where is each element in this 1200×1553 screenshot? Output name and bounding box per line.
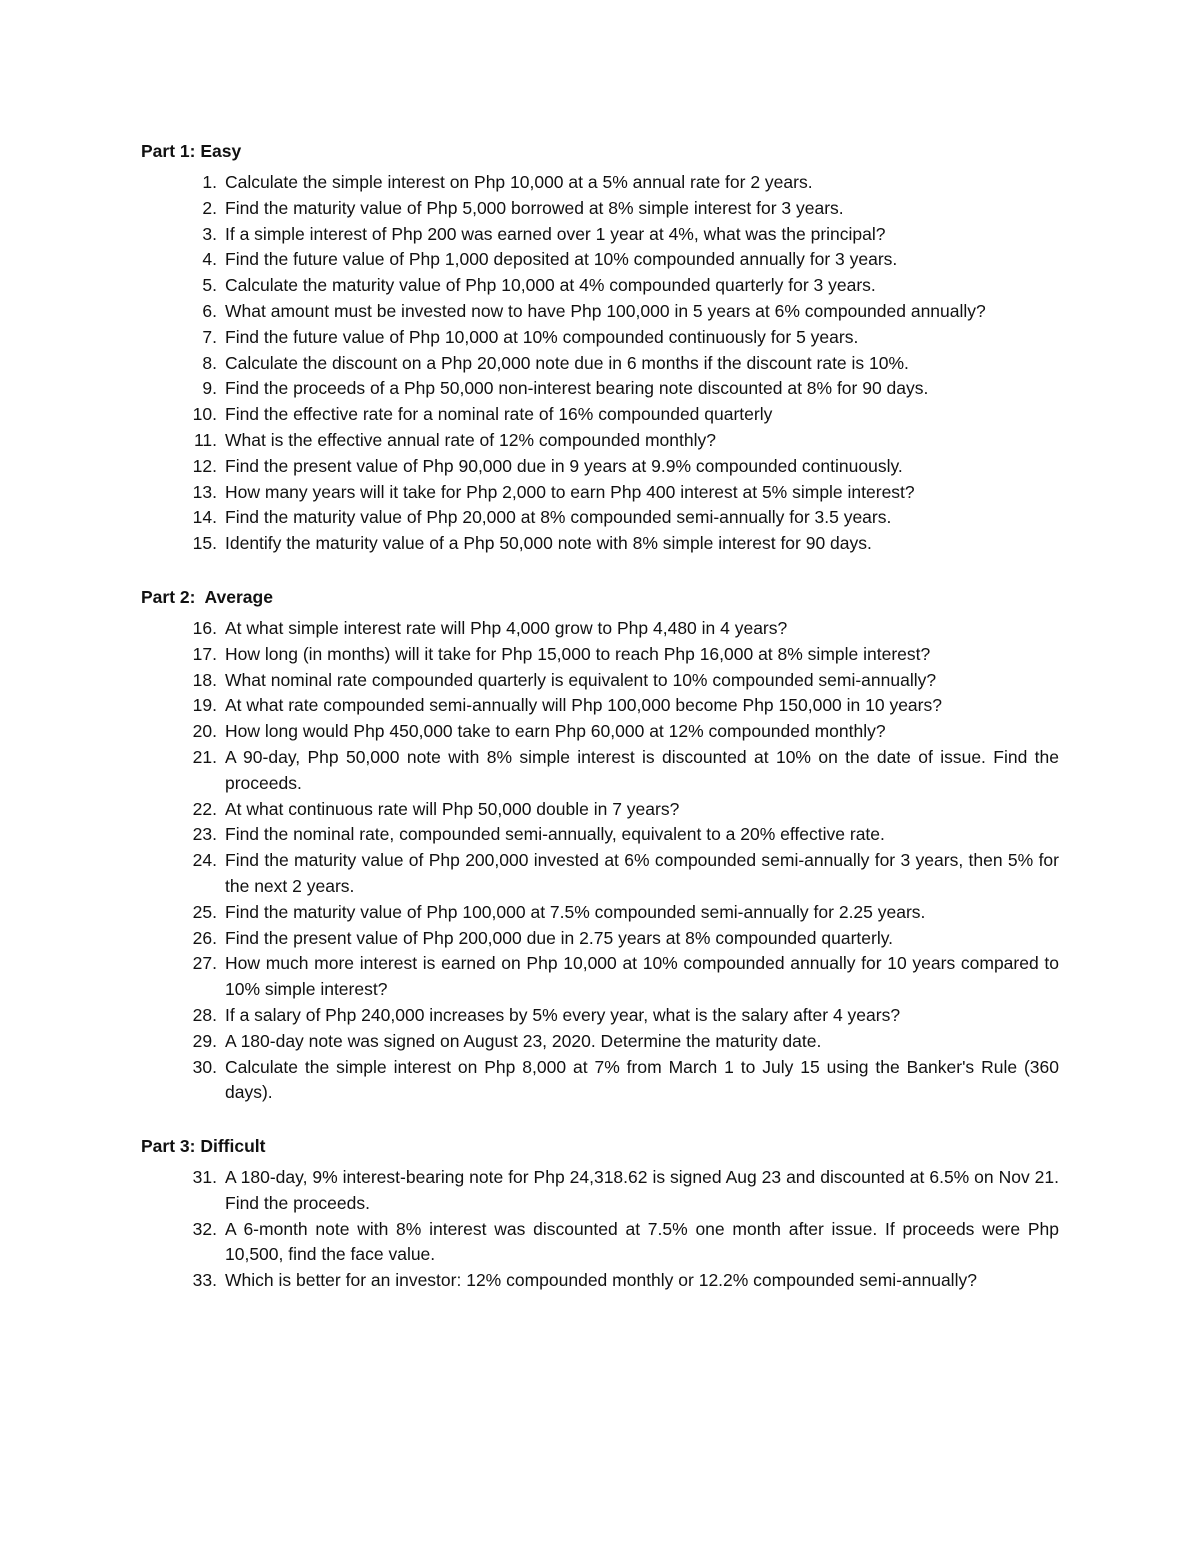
question-text: Find the maturity value of Php 20,000 at 8% compounded semi-annually for 3.5 years. bbox=[225, 507, 892, 528]
question-text: What nominal rate compounded quarterly is equivalent to 10% compounded semi-annually? bbox=[225, 669, 937, 690]
question-item bbox=[141, 1003, 1059, 1029]
question-item bbox=[141, 926, 1059, 952]
question-number: 5. bbox=[202, 275, 217, 296]
question-item bbox=[141, 668, 1059, 694]
question-text: Find the future value of Php 10,000 at 10% compounded continuously for 5 years. bbox=[225, 326, 859, 347]
question-number: 32. bbox=[192, 1218, 217, 1239]
question-number: 30. bbox=[192, 1056, 217, 1077]
question-text: Calculate the discount on a Php 20,000 note due in 6 months if the discount rate is 10%. bbox=[225, 352, 909, 373]
question-item bbox=[141, 196, 1059, 222]
question-text: At what simple interest rate will Php 4,000 grow to Php 4,480 in 4 years? bbox=[225, 617, 788, 638]
question-item bbox=[141, 273, 1059, 299]
question-item bbox=[141, 1217, 1059, 1269]
question-text: Find the nominal rate, compounded semi-annually, equivalent to a 20% effective rate. bbox=[225, 824, 885, 845]
question-item bbox=[141, 325, 1059, 351]
question-text: How much more interest is earned on Php 10,000 at 10% compounded annually for 10 years compared to 10% simple interest? bbox=[225, 953, 1059, 1000]
question-text: Find the present value of Php 200,000 due in 2.75 years at 8% compounded quarterly. bbox=[225, 927, 894, 948]
question-number: 15. bbox=[192, 533, 217, 554]
question-number: 6. bbox=[202, 300, 217, 321]
question-text: Find the future value of Php 1,000 deposited at 10% compounded annually for 3 years. bbox=[225, 249, 898, 270]
question-item bbox=[141, 616, 1059, 642]
question-item bbox=[141, 376, 1059, 402]
question-text: If a salary of Php 240,000 increases by 5% every year, what is the salary after 4 years? bbox=[225, 1004, 901, 1025]
question-number: 11. bbox=[193, 429, 217, 450]
question-item bbox=[141, 822, 1059, 848]
part-2-title: Part 2: Average bbox=[141, 586, 273, 607]
question-number: 10. bbox=[192, 404, 217, 425]
question-text: A 180-day note was signed on August 23, 2020. Determine the maturity date. bbox=[225, 1030, 822, 1051]
question-text: How long would Php 450,000 take to earn Php 60,000 at 12% compounded monthly? bbox=[225, 721, 886, 742]
question-number: 24. bbox=[192, 850, 217, 871]
question-text: Find the effective rate for a nominal rate of 16% compounded quarterly bbox=[225, 404, 773, 425]
question-item bbox=[141, 247, 1059, 273]
question-item bbox=[141, 480, 1059, 506]
part-1-question-list bbox=[141, 170, 1059, 557]
question-item bbox=[141, 402, 1059, 428]
question-number: 27. bbox=[192, 953, 217, 974]
question-item bbox=[141, 745, 1059, 797]
section-spacer bbox=[141, 1106, 1059, 1133]
worksheet-page bbox=[141, 138, 1059, 1294]
question-number: 16. bbox=[192, 617, 217, 638]
question-number: 25. bbox=[192, 901, 217, 922]
question-item bbox=[141, 454, 1059, 480]
question-text: Which is better for an investor: 12% compounded monthly or 12.2% compounded semi-annually? bbox=[225, 1270, 977, 1291]
section-spacer bbox=[141, 557, 1059, 584]
question-text: At what rate compounded semi-annually will Php 100,000 become Php 150,000 in 10 years? bbox=[225, 695, 942, 716]
question-item bbox=[141, 1165, 1059, 1217]
part-3-section bbox=[141, 1133, 1059, 1294]
question-number: 20. bbox=[192, 721, 217, 742]
question-item bbox=[141, 900, 1059, 926]
question-item bbox=[141, 531, 1059, 557]
question-item bbox=[141, 951, 1059, 1003]
part-3-title: Part 3: Difficult bbox=[141, 1136, 266, 1157]
question-number: 19. bbox=[192, 695, 217, 716]
question-item bbox=[141, 1029, 1059, 1055]
part-3-question-list bbox=[141, 1165, 1059, 1294]
question-text: Identify the maturity value of a Php 50,000 note with 8% simple interest for 90 days. bbox=[225, 533, 872, 554]
question-item bbox=[141, 351, 1059, 377]
question-number: 12. bbox=[192, 455, 217, 476]
question-item bbox=[141, 505, 1059, 531]
question-number: 26. bbox=[192, 927, 217, 948]
part-1-section bbox=[141, 138, 1059, 557]
question-text: Find the maturity value of Php 100,000 at 7.5% compounded semi-annually for 2.25 years. bbox=[225, 901, 926, 922]
part-2-question-list bbox=[141, 616, 1059, 1106]
question-text: Find the present value of Php 90,000 due in 9 years at 9.9% compounded continuously. bbox=[225, 455, 903, 476]
question-item bbox=[141, 797, 1059, 823]
question-number: 18. bbox=[192, 669, 217, 690]
question-number: 31. bbox=[192, 1167, 217, 1188]
question-text: What amount must be invested now to have Php 100,000 in 5 years at 6% compounded annually? bbox=[225, 300, 986, 321]
part-2-section bbox=[141, 584, 1059, 1106]
question-text: Find the maturity value of Php 5,000 borrowed at 8% simple interest for 3 years. bbox=[225, 197, 844, 218]
question-number: 2. bbox=[202, 197, 217, 218]
question-number: 21. bbox=[192, 746, 217, 767]
question-item bbox=[141, 299, 1059, 325]
question-item bbox=[141, 222, 1059, 248]
question-number: 22. bbox=[192, 798, 217, 819]
question-number: 7. bbox=[202, 326, 217, 347]
question-text: How many years will it take for Php 2,000 to earn Php 400 interest at 5% simple interest? bbox=[225, 481, 915, 502]
question-item bbox=[141, 1055, 1059, 1107]
question-text: A 6-month note with 8% interest was discounted at 7.5% one month after issue. If proceeds were Php 10,500, find the face value. bbox=[225, 1218, 1059, 1265]
question-number: 13. bbox=[192, 481, 217, 502]
question-number: 29. bbox=[192, 1030, 217, 1051]
question-number: 9. bbox=[202, 378, 217, 399]
question-number: 28. bbox=[192, 1004, 217, 1025]
question-text: Calculate the maturity value of Php 10,000 at 4% compounded quarterly for 3 years. bbox=[225, 275, 876, 296]
question-text: If a simple interest of Php 200 was earned over 1 year at 4%, what was the principal? bbox=[225, 223, 886, 244]
question-item bbox=[141, 693, 1059, 719]
question-item bbox=[141, 170, 1059, 196]
question-number: 23. bbox=[192, 824, 217, 845]
question-number: 4. bbox=[202, 249, 217, 270]
question-number: 17. bbox=[192, 643, 217, 664]
question-number: 14. bbox=[192, 507, 217, 528]
part-1-title: Part 1: Easy bbox=[141, 141, 242, 161]
question-text: How long (in months) will it take for Php 15,000 to reach Php 16,000 at 8% simple interest? bbox=[225, 643, 931, 664]
question-item bbox=[141, 719, 1059, 745]
question-number: 1. bbox=[202, 172, 217, 192]
question-text: Calculate the simple interest on Php 8,000 at 7% from March 1 to July 15 using the Banker's Rule (360 days). bbox=[225, 1056, 1059, 1103]
question-number: 33. bbox=[192, 1270, 217, 1291]
question-text: Find the maturity value of Php 200,000 invested at 6% compounded semi-annually for 3 years, then 5% for the next 2 years. bbox=[225, 850, 1059, 896]
question-text: Calculate the simple interest on Php 10,000 at a 5% annual rate for 2 years. bbox=[225, 172, 813, 192]
question-text: Find the proceeds of a Php 50,000 non-interest bearing note discounted at 8% for 90 days. bbox=[225, 378, 929, 399]
question-number: 8. bbox=[202, 352, 217, 373]
question-number: 3. bbox=[202, 223, 217, 244]
question-item bbox=[141, 428, 1059, 454]
question-text: What is the effective annual rate of 12% compounded monthly? bbox=[225, 429, 716, 450]
question-item bbox=[141, 642, 1059, 668]
question-item bbox=[141, 1268, 1059, 1294]
question-text: At what continuous rate will Php 50,000 double in 7 years? bbox=[225, 798, 680, 819]
question-text: A 180-day, 9% interest-bearing note for Php 24,318.62 is signed Aug 23 and discounted at 6.5% on Nov 21. Find the proceeds. bbox=[225, 1167, 1059, 1213]
question-text: A 90-day, Php 50,000 note with 8% simple interest is discounted at 10% on the date of issue. Find the proceeds. bbox=[225, 746, 1059, 793]
question-item bbox=[141, 848, 1059, 900]
